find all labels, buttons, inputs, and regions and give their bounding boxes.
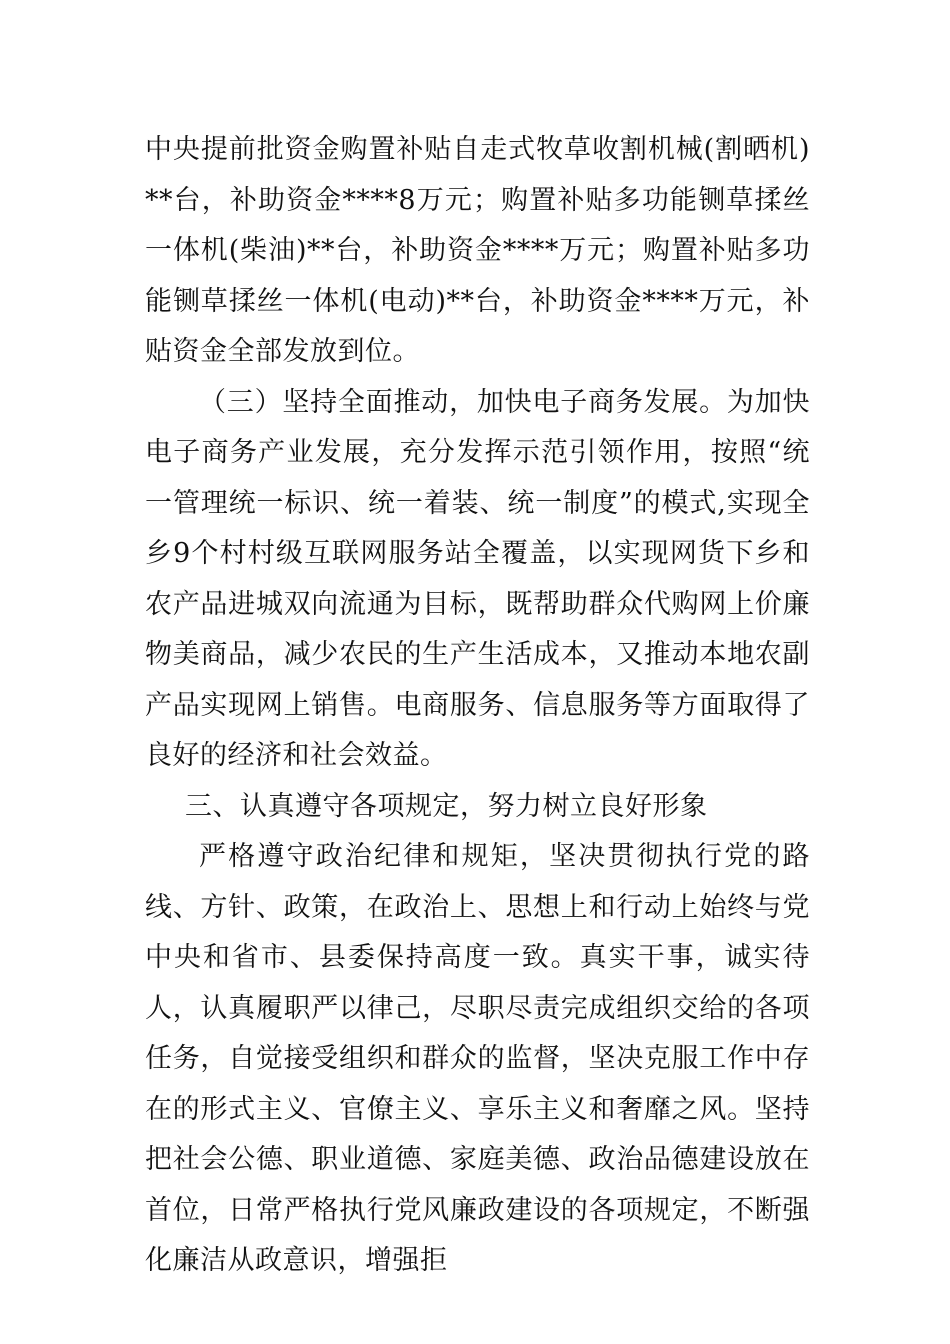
paragraph-ecommerce: （三）坚持全面推动，加快电子商务发展。为加快电子商务产业发展，充分发挥示范引领作用，按照“统一管理统一标识、统一着装、统一制度”的模式,实现全乡9个村村级互联网服务站全覆盖，以实现网货下乡和农产品进城双向流通为目标，既帮助群众代购网上价廉物美商品，减少农民的生产生活成本，又推动本地农副产品实现网上销售。电商服务、信息服务等方面取得了良好的经济和社会效益。	[145, 386, 810, 771]
document-body	[145, 125, 810, 1287]
paragraph-discipline: 严格遵守政治纪律和规矩，坚决贯彻执行党的路线、方针、政策，在政治上、思想上和行动上始终与党中央和省市、县委保持高度一致。真实干事，诚实待人，认真履职严以律己，尽职尽责完成组织交给的各项任务，自觉接受组织和群众的监督，坚决克服工作中存在的形式主义、官僚主义、享乐主义和奢靡之风。坚持把社会公德、职业道德、家庭美德、政治品德建设放在首位，日常严格执行党风廉政建设的各项规定，不断强化廉洁从政意识，增强拒	[145, 841, 810, 1276]
paragraph-subsidy: 中央提前批资金购置补贴自走式牧草收割机械(割晒机)**台，补助资金****8万元；购置补贴多功能铡草揉丝一体机(柴油)**台，补助资金****万元；购置补贴多功能铡草揉丝一体机(电动)**台，补助资金****万元，补贴资金全部发放到位。	[145, 134, 810, 367]
section-heading: 三、认真遵守各项规定，努力树立良好形象	[185, 790, 708, 822]
